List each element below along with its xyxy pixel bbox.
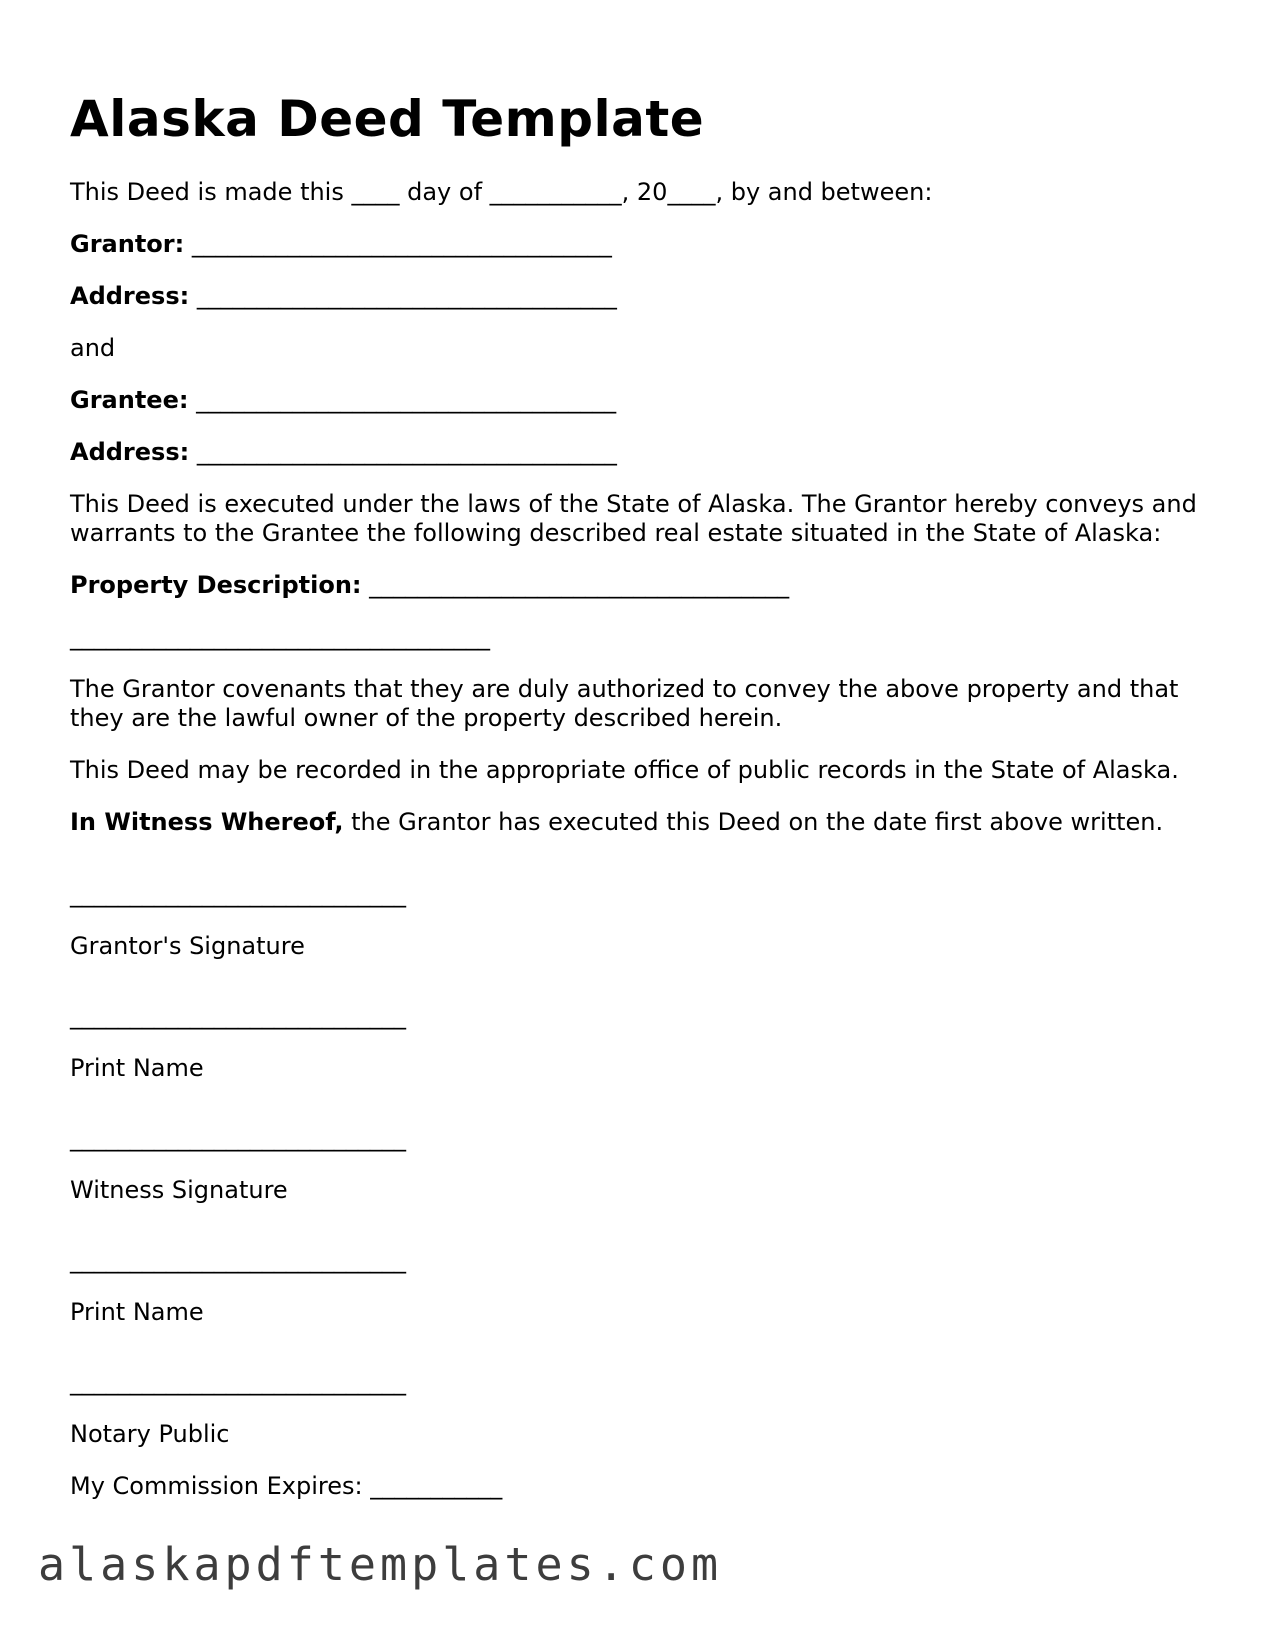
- grantee-label: Grantee:: [70, 386, 189, 414]
- intro-line: This Deed is made this ____ day of ___________, 20____, by and between:: [70, 178, 933, 206]
- witness-clause-lead: In Witness Whereof,: [70, 808, 344, 836]
- grantee-field: [70, 386, 1200, 415]
- grantee-blank: ___________________________________: [188, 386, 617, 414]
- grantor-label: Grantor:: [70, 230, 185, 258]
- grantor-address-label: Address:: [70, 282, 190, 310]
- grantee-address-label: Address:: [70, 438, 190, 466]
- grantor-signature-label: Grantor's Signature: [70, 932, 305, 960]
- witness-clause-rest: the Grantor has executed this Deed on the date first above written.: [343, 808, 1164, 836]
- notary-signature-line: ____________________________: [70, 1368, 406, 1396]
- document-title: Alaska Deed Template: [70, 90, 705, 148]
- notary-public-label: Notary Public: [70, 1420, 230, 1448]
- property-description-field: [70, 571, 1200, 600]
- property-description-continuation: ___________________________________: [70, 623, 490, 651]
- witness-print-name-label: Print Name: [70, 1298, 204, 1326]
- commission-expires-field: [70, 1472, 1200, 1501]
- grantor-print-name-label: Print Name: [70, 1054, 204, 1082]
- grantor-print-name-line: ____________________________: [70, 1002, 406, 1030]
- witness-signature-line: ____________________________: [70, 1124, 406, 1152]
- recording-paragraph: This Deed may be recorded in the appropriate office of public records in the State of Alaska.: [70, 756, 1179, 784]
- covenant-paragraph: The Grantor covenants that they are duly authorized to convey the above property and that they are the lawful owner of the property described herein.: [70, 675, 1179, 732]
- site-watermark: alaskapdftemplates.com: [38, 1538, 723, 1591]
- grantor-signature-line: ____________________________: [70, 880, 406, 908]
- conveyance-paragraph: This Deed is executed under the laws of the State of Alaska. The Grantor hereby conveys and warrants to the Grantee the following described real estate situated in the State of Alaska:: [70, 490, 1197, 547]
- grantor-address-field: [70, 282, 1200, 311]
- commission-expires-label: My Commission Expires:: [70, 1472, 363, 1500]
- grantor-address-blank: ___________________________________: [189, 282, 617, 310]
- witness-signature-label: Witness Signature: [70, 1176, 288, 1204]
- witness-print-name-line: ____________________________: [70, 1246, 406, 1274]
- conjunction-text: and: [70, 334, 116, 362]
- property-description-label: Property Description:: [70, 571, 362, 599]
- grantee-address-field: [70, 438, 1200, 467]
- deed-document: [70, 86, 1200, 1501]
- grantee-address-blank: ___________________________________: [189, 438, 617, 466]
- property-description-blank: ___________________________________: [361, 571, 790, 599]
- commission-expires-blank: ___________: [362, 1472, 503, 1500]
- grantor-blank: ___________________________________: [184, 230, 612, 258]
- grantor-field: [70, 230, 1200, 259]
- witness-clause: [70, 808, 1200, 837]
